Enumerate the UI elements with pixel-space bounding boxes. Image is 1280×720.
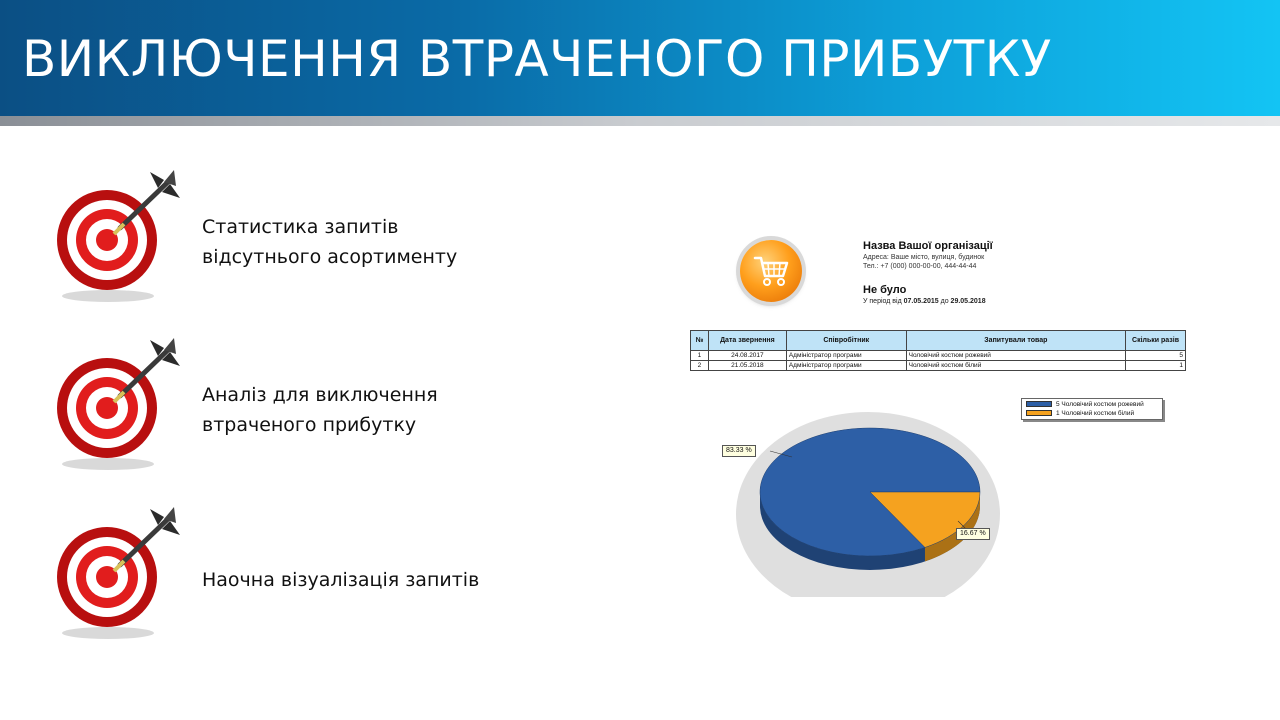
period-to: 29.05.2018 [950, 298, 986, 305]
report-preview [690, 232, 1190, 602]
table-cell: 5 [1126, 351, 1186, 361]
report-period [863, 298, 986, 305]
slide-title: ВИКЛЮЧЕННЯ ВТРАЧЕНОГО ПРИБУТКУ [22, 30, 1052, 88]
shopping-cart-icon [740, 240, 802, 302]
bullet-text: Наочна візуалізація запитів [202, 569, 480, 591]
table-cell: Адміністратор програми [786, 361, 906, 371]
pie-chart [720, 397, 1020, 597]
column-header: Скільки разів [1126, 331, 1186, 351]
data-label: 83.33 % [722, 445, 756, 457]
bullet-text: Аналіз для виключення втраченого прибутку [202, 384, 438, 436]
target-dart-icon [50, 168, 190, 308]
table-cell: 1 [1126, 361, 1186, 371]
requests-table [690, 330, 1186, 371]
legend-item [1026, 410, 1134, 419]
table-row [691, 351, 1186, 361]
organization-address: Адреса: Ваше місто, вулиця, будинок [863, 254, 985, 261]
column-header: Співробітник [786, 331, 906, 351]
table-cell: Чоловічий костюм білий [906, 361, 1125, 371]
target-dart-icon [50, 336, 190, 476]
period-prefix: У період від [863, 298, 902, 305]
organization-phone: Тел.: +7 (000) 000-00-00, 444-44-44 [863, 263, 977, 270]
table-cell: 1 [691, 351, 709, 361]
organization-name: Назва Вашої організації [863, 240, 993, 252]
period-from: 07.05.2015 [903, 298, 939, 305]
bullet-item-visualization [50, 505, 510, 645]
legend-label: 5 Чоловічий костюм рожевий [1056, 401, 1144, 408]
legend-item [1026, 401, 1144, 410]
table-row [691, 361, 1186, 371]
table-header-row [691, 331, 1186, 351]
period-mid: до [940, 298, 949, 305]
bullet-item-analysis [50, 336, 510, 476]
chart-legend [1021, 398, 1163, 420]
target-dart-icon [50, 505, 190, 645]
report-status: Не було [863, 284, 907, 296]
legend-swatch [1026, 401, 1052, 407]
column-header: № [691, 331, 709, 351]
banner-divider [0, 116, 1280, 126]
column-header: Запитували товар [906, 331, 1125, 351]
table-cell: Адміністратор програми [786, 351, 906, 361]
table-cell: 21.05.2018 [708, 361, 786, 371]
table-cell: 24.08.2017 [708, 351, 786, 361]
table-cell: 2 [691, 361, 709, 371]
table-cell: Чоловічий костюм рожевий [906, 351, 1125, 361]
data-label: 16.67 % [956, 528, 990, 540]
column-header: Дата звернення [708, 331, 786, 351]
legend-swatch [1026, 410, 1052, 416]
bullet-item-statistics [50, 168, 510, 308]
legend-label: 1 Чоловічий костюм білий [1056, 410, 1135, 417]
bullet-text: Статистика запитів відсутнього асортименту [202, 216, 458, 268]
